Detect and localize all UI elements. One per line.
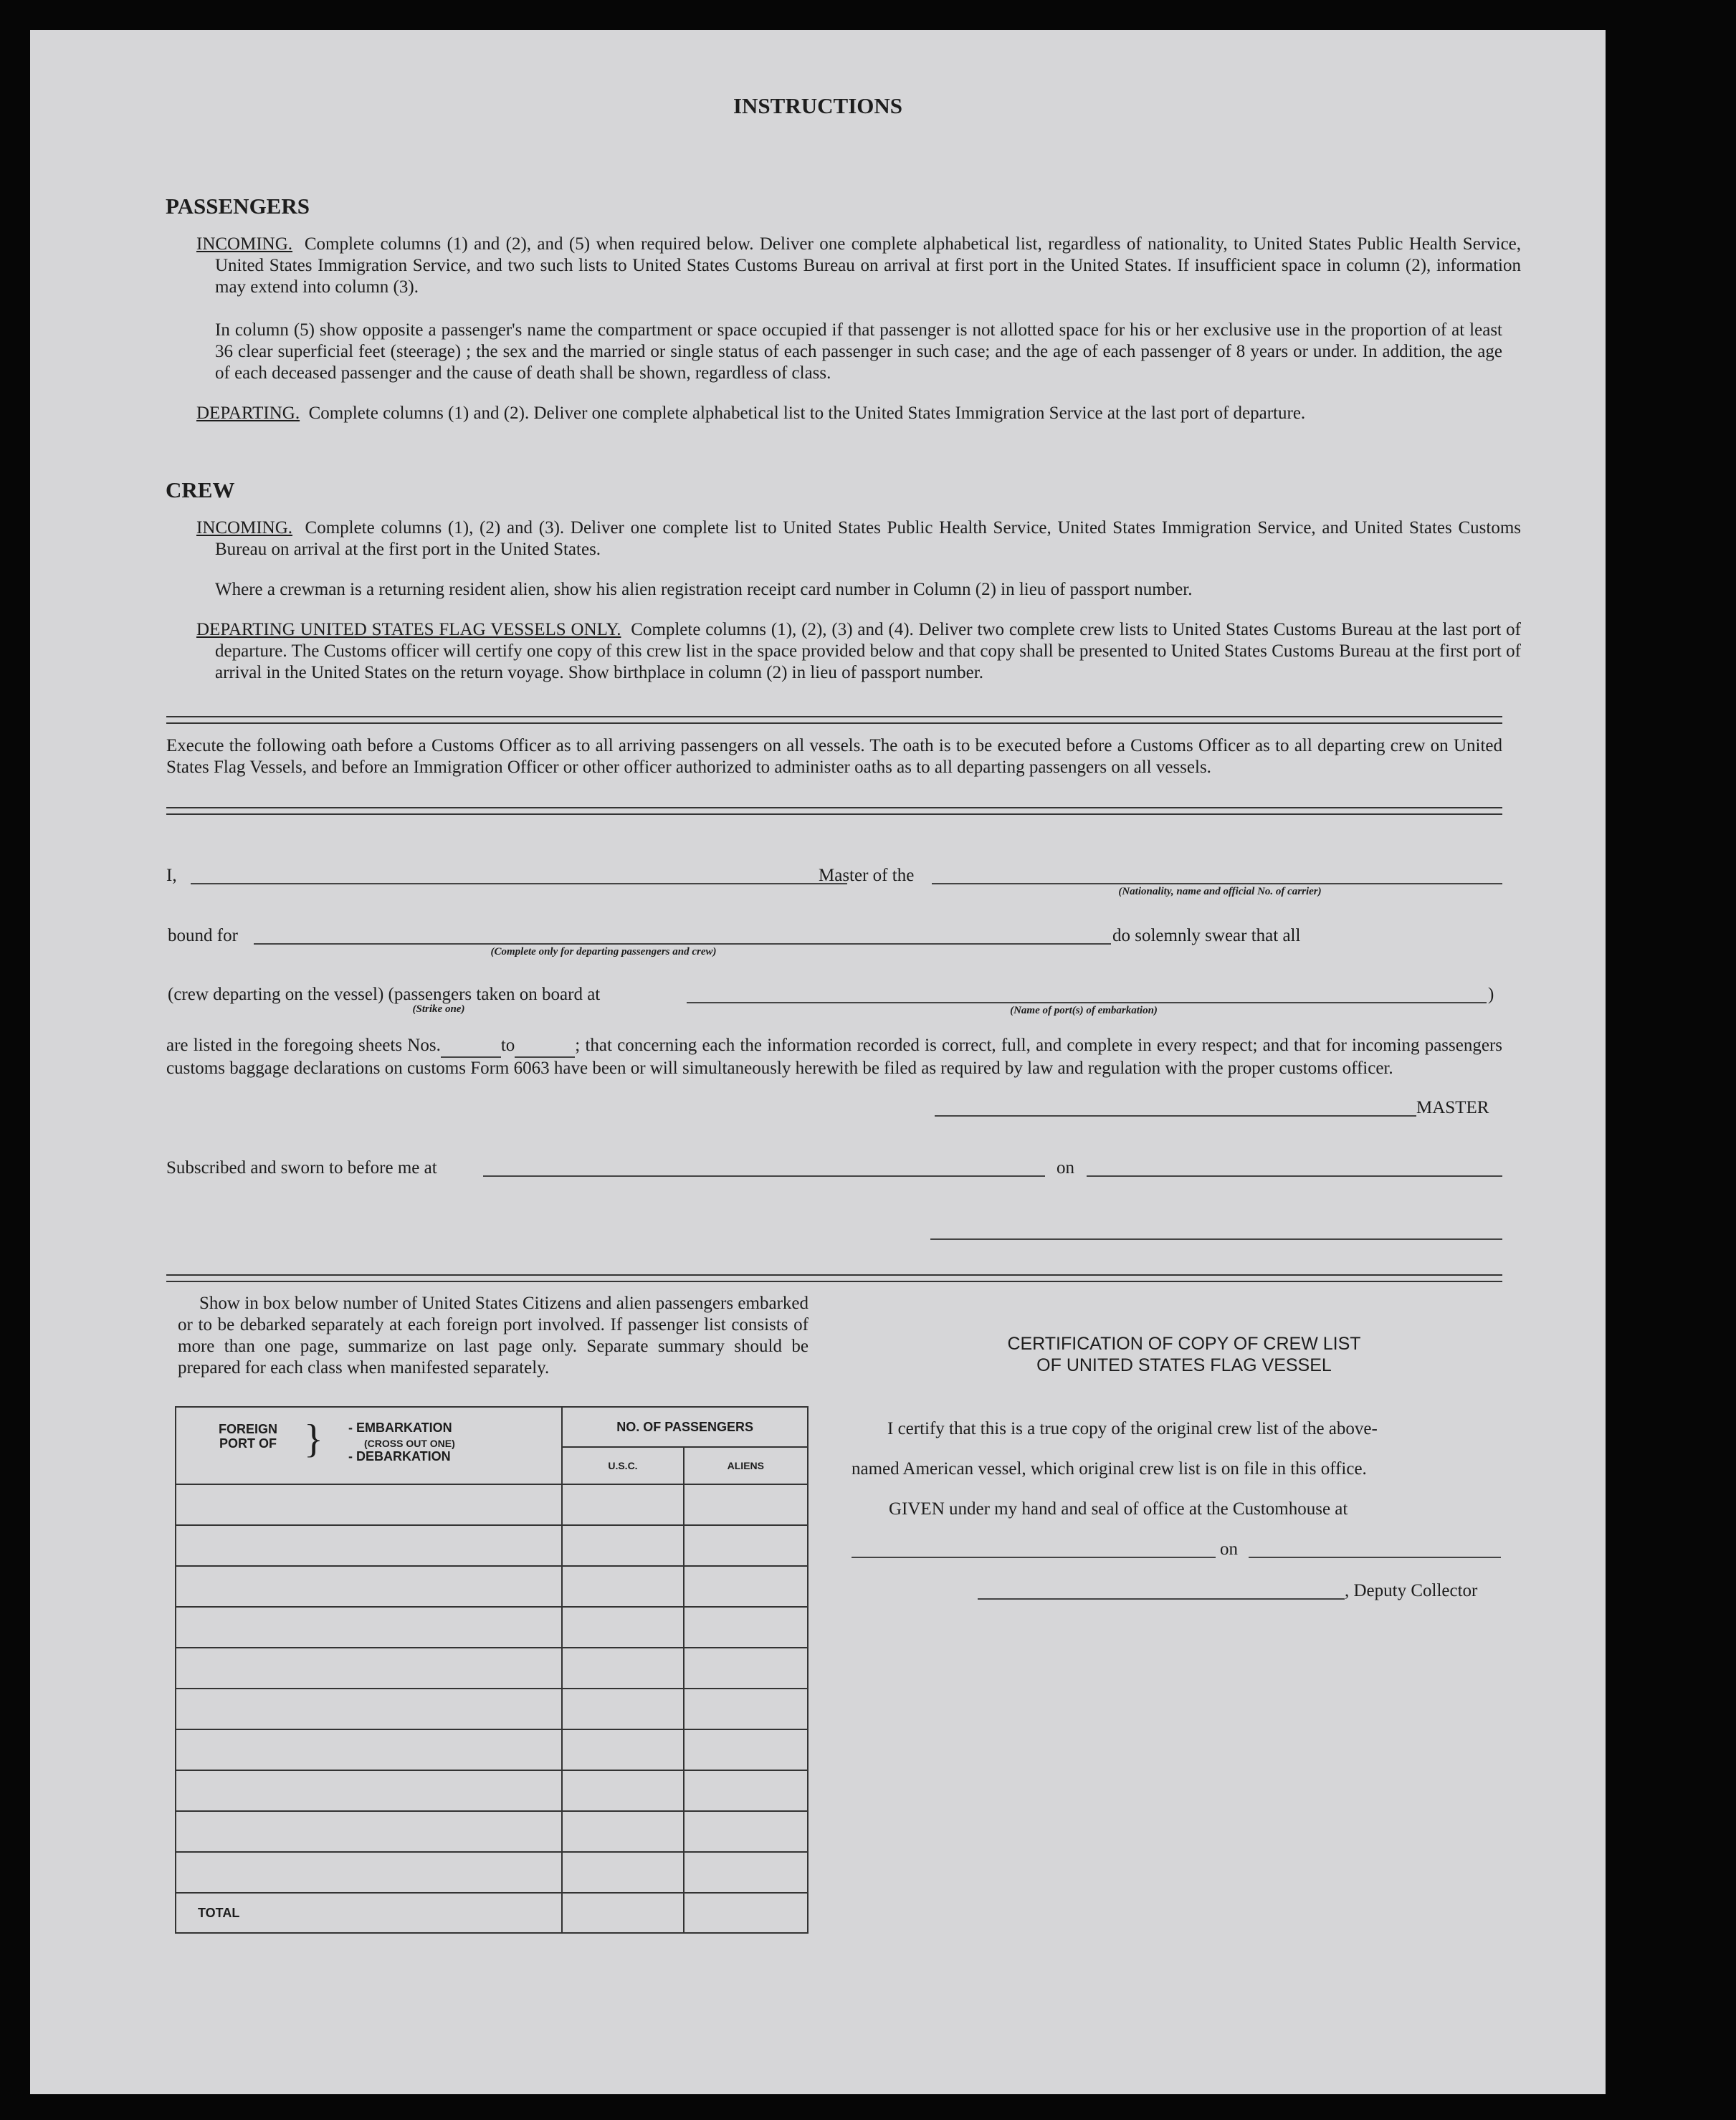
usc-cell[interactable] — [562, 1525, 683, 1566]
passengers-incoming-text: Complete columns (1) and (2), and (5) when required below. Deliver one complete alphabetical list, regardless of nationality, to United States Public Health Service, United States Immigration Service, and two such lists to United States Customs Bureau on arrival at first port in the United States. If insufficient space in column (2), information may extend into column (3). — [215, 234, 1522, 297]
listed-to: to — [500, 1036, 515, 1055]
swear-label: do solemnly swear that all — [1112, 926, 1301, 945]
table-row — [176, 1525, 808, 1566]
usc-cell[interactable] — [562, 1648, 683, 1689]
aliens-cell[interactable] — [684, 1525, 808, 1566]
usc-cell[interactable] — [562, 1770, 683, 1811]
crew-departing-text: Complete columns (1), (2), (3) and (4). Deliver two complete crew lists to United States Customs Bureau at the last port of departure. The Customs officer will certify one copy of this crew list in the space provided below and that copy shall be presented to United States Customs Bureau at the first port of arrival in the United States on the return voyage. Show birthplace in column (2) in lieu of passport number. — [215, 620, 1521, 682]
embarkation-label: - EMBARKATION — [348, 1421, 452, 1435]
total-usc-cell[interactable] — [562, 1893, 683, 1933]
certify-line1: I certify that this is a true copy of the original crew list of the above- — [887, 1419, 1378, 1438]
sworn-place-field[interactable] — [483, 1175, 1045, 1177]
port-header-cell — [176, 1407, 562, 1484]
embarkation-ports-field[interactable] — [687, 1002, 1487, 1003]
passengers-departing-paragraph — [196, 403, 1521, 424]
deputy-signature-field[interactable] — [978, 1598, 1345, 1600]
passengers-departing-text: Complete columns (1) and (2). Deliver one complete alphabetical list to the United States Immigration Service at the last port of departure. — [308, 404, 1306, 423]
passengers-departing-lead: DEPARTING. — [196, 404, 300, 423]
crew-departing-paragraph — [196, 619, 1521, 684]
total-aliens-cell[interactable] — [684, 1893, 808, 1933]
master-signature-field[interactable] — [935, 1115, 1416, 1117]
strike-one-caption: (Strike one) — [412, 1003, 465, 1015]
certify-date-field[interactable] — [1249, 1557, 1501, 1558]
port-cell[interactable] — [176, 1729, 562, 1770]
sworn-date-field[interactable] — [1087, 1175, 1502, 1177]
table-row — [176, 1566, 808, 1607]
bound-caption: (Complete only for departing passengers and crew) — [490, 946, 717, 958]
aliens-cell[interactable] — [684, 1648, 808, 1689]
oath-i-label: I, — [166, 866, 177, 885]
carrier-field[interactable] — [932, 883, 1502, 884]
total-label: TOTAL — [176, 1893, 562, 1933]
nationality-caption: (Nationality, name and official No. of carrier) — [1118, 886, 1322, 897]
subscribed-label: Subscribed and sworn to before me at — [166, 1158, 437, 1178]
port-cell[interactable] — [176, 1811, 562, 1852]
port-cell[interactable] — [176, 1689, 562, 1729]
listed-post: ; that concerning each the information recorded is correct, full, and complete in every respect; and that for incoming passengers customs baggage declarations on customs Form 6063 have been or will simultaneously herewith be filed as required by law and regulation with the proper customs officer. — [166, 1036, 1502, 1078]
crew-departing-lead: DEPARTING UNITED STATES FLAG VESSELS ONLY. — [196, 620, 621, 639]
aliens-cell[interactable] — [684, 1689, 808, 1729]
table-row — [176, 1852, 808, 1893]
usc-cell[interactable] — [562, 1484, 683, 1525]
usc-cell[interactable] — [562, 1689, 683, 1729]
aliens-header: ALIENS — [684, 1447, 808, 1484]
certify-line3: GIVEN under my hand and seal of office at the Customhouse at — [889, 1499, 1348, 1519]
passenger-summary-table — [175, 1406, 809, 1934]
port-cell[interactable] — [176, 1566, 562, 1607]
oath-instruction: Execute the following oath before a Customs Officer as to all arriving passengers on all vessels. The oath is to be executed before a Customs Officer as to all departing crew on United States Flag Vessels, and before an Immigration Officer or other officer authorized to administer oaths as to all departing passengers on all vessels. — [166, 736, 1502, 777]
close-paren: ) — [1488, 985, 1494, 1004]
usc-cell[interactable] — [562, 1852, 683, 1893]
aliens-cell[interactable] — [684, 1566, 808, 1607]
port-cell[interactable] — [176, 1525, 562, 1566]
bound-for-field[interactable] — [254, 943, 1111, 945]
sworn-on-label: on — [1057, 1158, 1074, 1178]
cross-out-label: (CROSS OUT ONE) — [364, 1438, 455, 1449]
officer-signature-field[interactable] — [930, 1238, 1502, 1240]
usc-cell[interactable] — [562, 1729, 683, 1770]
certification-heading — [866, 1333, 1502, 1376]
listed-pre: are listed in the foregoing sheets Nos. — [166, 1036, 441, 1055]
sheet-to-field[interactable] — [515, 1035, 575, 1058]
crew-passengers-label: (crew departing on the vessel) (passengers taken on board at — [168, 985, 601, 1004]
certify-on-label: on — [1220, 1539, 1238, 1559]
port-cell[interactable] — [176, 1770, 562, 1811]
table-row — [176, 1689, 808, 1729]
port-cell[interactable] — [176, 1648, 562, 1689]
crew-incoming-lead: INCOMING. — [196, 518, 293, 538]
aliens-cell[interactable] — [684, 1484, 808, 1525]
passengers-column5-paragraph: In column (5) show opposite a passenger's name the compartment or space occupied if that passenger is not allotted space for his or her exclusive use in the proportion of at least 36 clear superficial feet (steerage) ; the sex and the married or single status of each passenger in such case; and the age of each passenger of 8 years or under. In addition, the age of each deceased passenger and the cause of death shall be shown, regardless of class. — [215, 320, 1502, 383]
no-of-passengers-header: NO. OF PASSENGERS — [562, 1407, 808, 1447]
table-row — [176, 1607, 808, 1648]
divider — [166, 807, 1502, 815]
bound-for-label: bound for — [168, 926, 238, 945]
port-cell[interactable] — [176, 1607, 562, 1648]
table-row — [176, 1729, 808, 1770]
certification-heading-line2: OF UNITED STATES FLAG VESSEL — [1036, 1355, 1332, 1375]
aliens-cell[interactable] — [684, 1729, 808, 1770]
debarkation-label: - DEBARKATION — [348, 1449, 451, 1464]
crew-incoming-text: Complete columns (1), (2) and (3). Deliver one complete list to United States Public Health Service, United States Immigration Service, and United States Customs Bureau on arrival at the first port in the United States. — [215, 518, 1522, 559]
crew-heading: CREW — [166, 477, 235, 502]
passengers-heading: PASSENGERS — [166, 194, 310, 219]
listed-paragraph — [166, 1035, 1502, 1079]
usc-header: U.S.C. — [562, 1447, 683, 1484]
aliens-cell[interactable] — [684, 1811, 808, 1852]
brace: } — [304, 1417, 323, 1461]
foreign-port-of-label: FOREIGN PORT OF — [218, 1422, 277, 1451]
certification-heading-line1: CERTIFICATION OF COPY OF CREW LIST — [1007, 1334, 1361, 1354]
port-cell[interactable] — [176, 1484, 562, 1525]
customhouse-field[interactable] — [852, 1557, 1216, 1558]
master-name-field[interactable] — [191, 883, 847, 884]
table-row — [176, 1770, 808, 1811]
certify-line2: named American vessel, which original crew list is on file in this office. — [852, 1459, 1367, 1479]
page-title: INSTRUCTIONS — [733, 93, 902, 118]
crew-resident-paragraph: Where a crewman is a returning resident alien, show his alien registration receipt card number in Column (2) in lieu of passport number. — [215, 580, 1193, 599]
crew-incoming-paragraph — [196, 517, 1521, 560]
aliens-cell[interactable] — [684, 1852, 808, 1893]
deputy-collector-label: , Deputy Collector — [1345, 1581, 1478, 1600]
usc-cell[interactable] — [562, 1566, 683, 1607]
usc-cell[interactable] — [562, 1811, 683, 1852]
passengers-incoming-lead: INCOMING. — [196, 234, 293, 254]
table-row — [176, 1811, 808, 1852]
divider — [166, 716, 1502, 724]
usc-cell[interactable] — [562, 1607, 683, 1648]
master-of-the-label: Master of the — [819, 866, 915, 885]
table-row — [176, 1648, 808, 1689]
passengers-incoming-paragraph — [196, 234, 1521, 298]
divider — [166, 1274, 1502, 1282]
table-row — [176, 1484, 808, 1525]
aliens-cell[interactable] — [684, 1607, 808, 1648]
summary-instruction: Show in box below number of United States Citizens and alien passengers embarked or to be debarked separately at each foreign port involved. If passenger list consists of more than one page, summarize on last page only. Separate summary should be prepared for each class when manifested separately. — [178, 1294, 809, 1377]
sheet-from-field[interactable] — [441, 1035, 501, 1058]
ports-caption: (Name of port(s) of embarkation) — [1010, 1005, 1158, 1016]
port-cell[interactable] — [176, 1852, 562, 1893]
form-page — [30, 30, 1606, 2094]
master-label: MASTER — [1416, 1098, 1489, 1117]
aliens-cell[interactable] — [684, 1770, 808, 1811]
